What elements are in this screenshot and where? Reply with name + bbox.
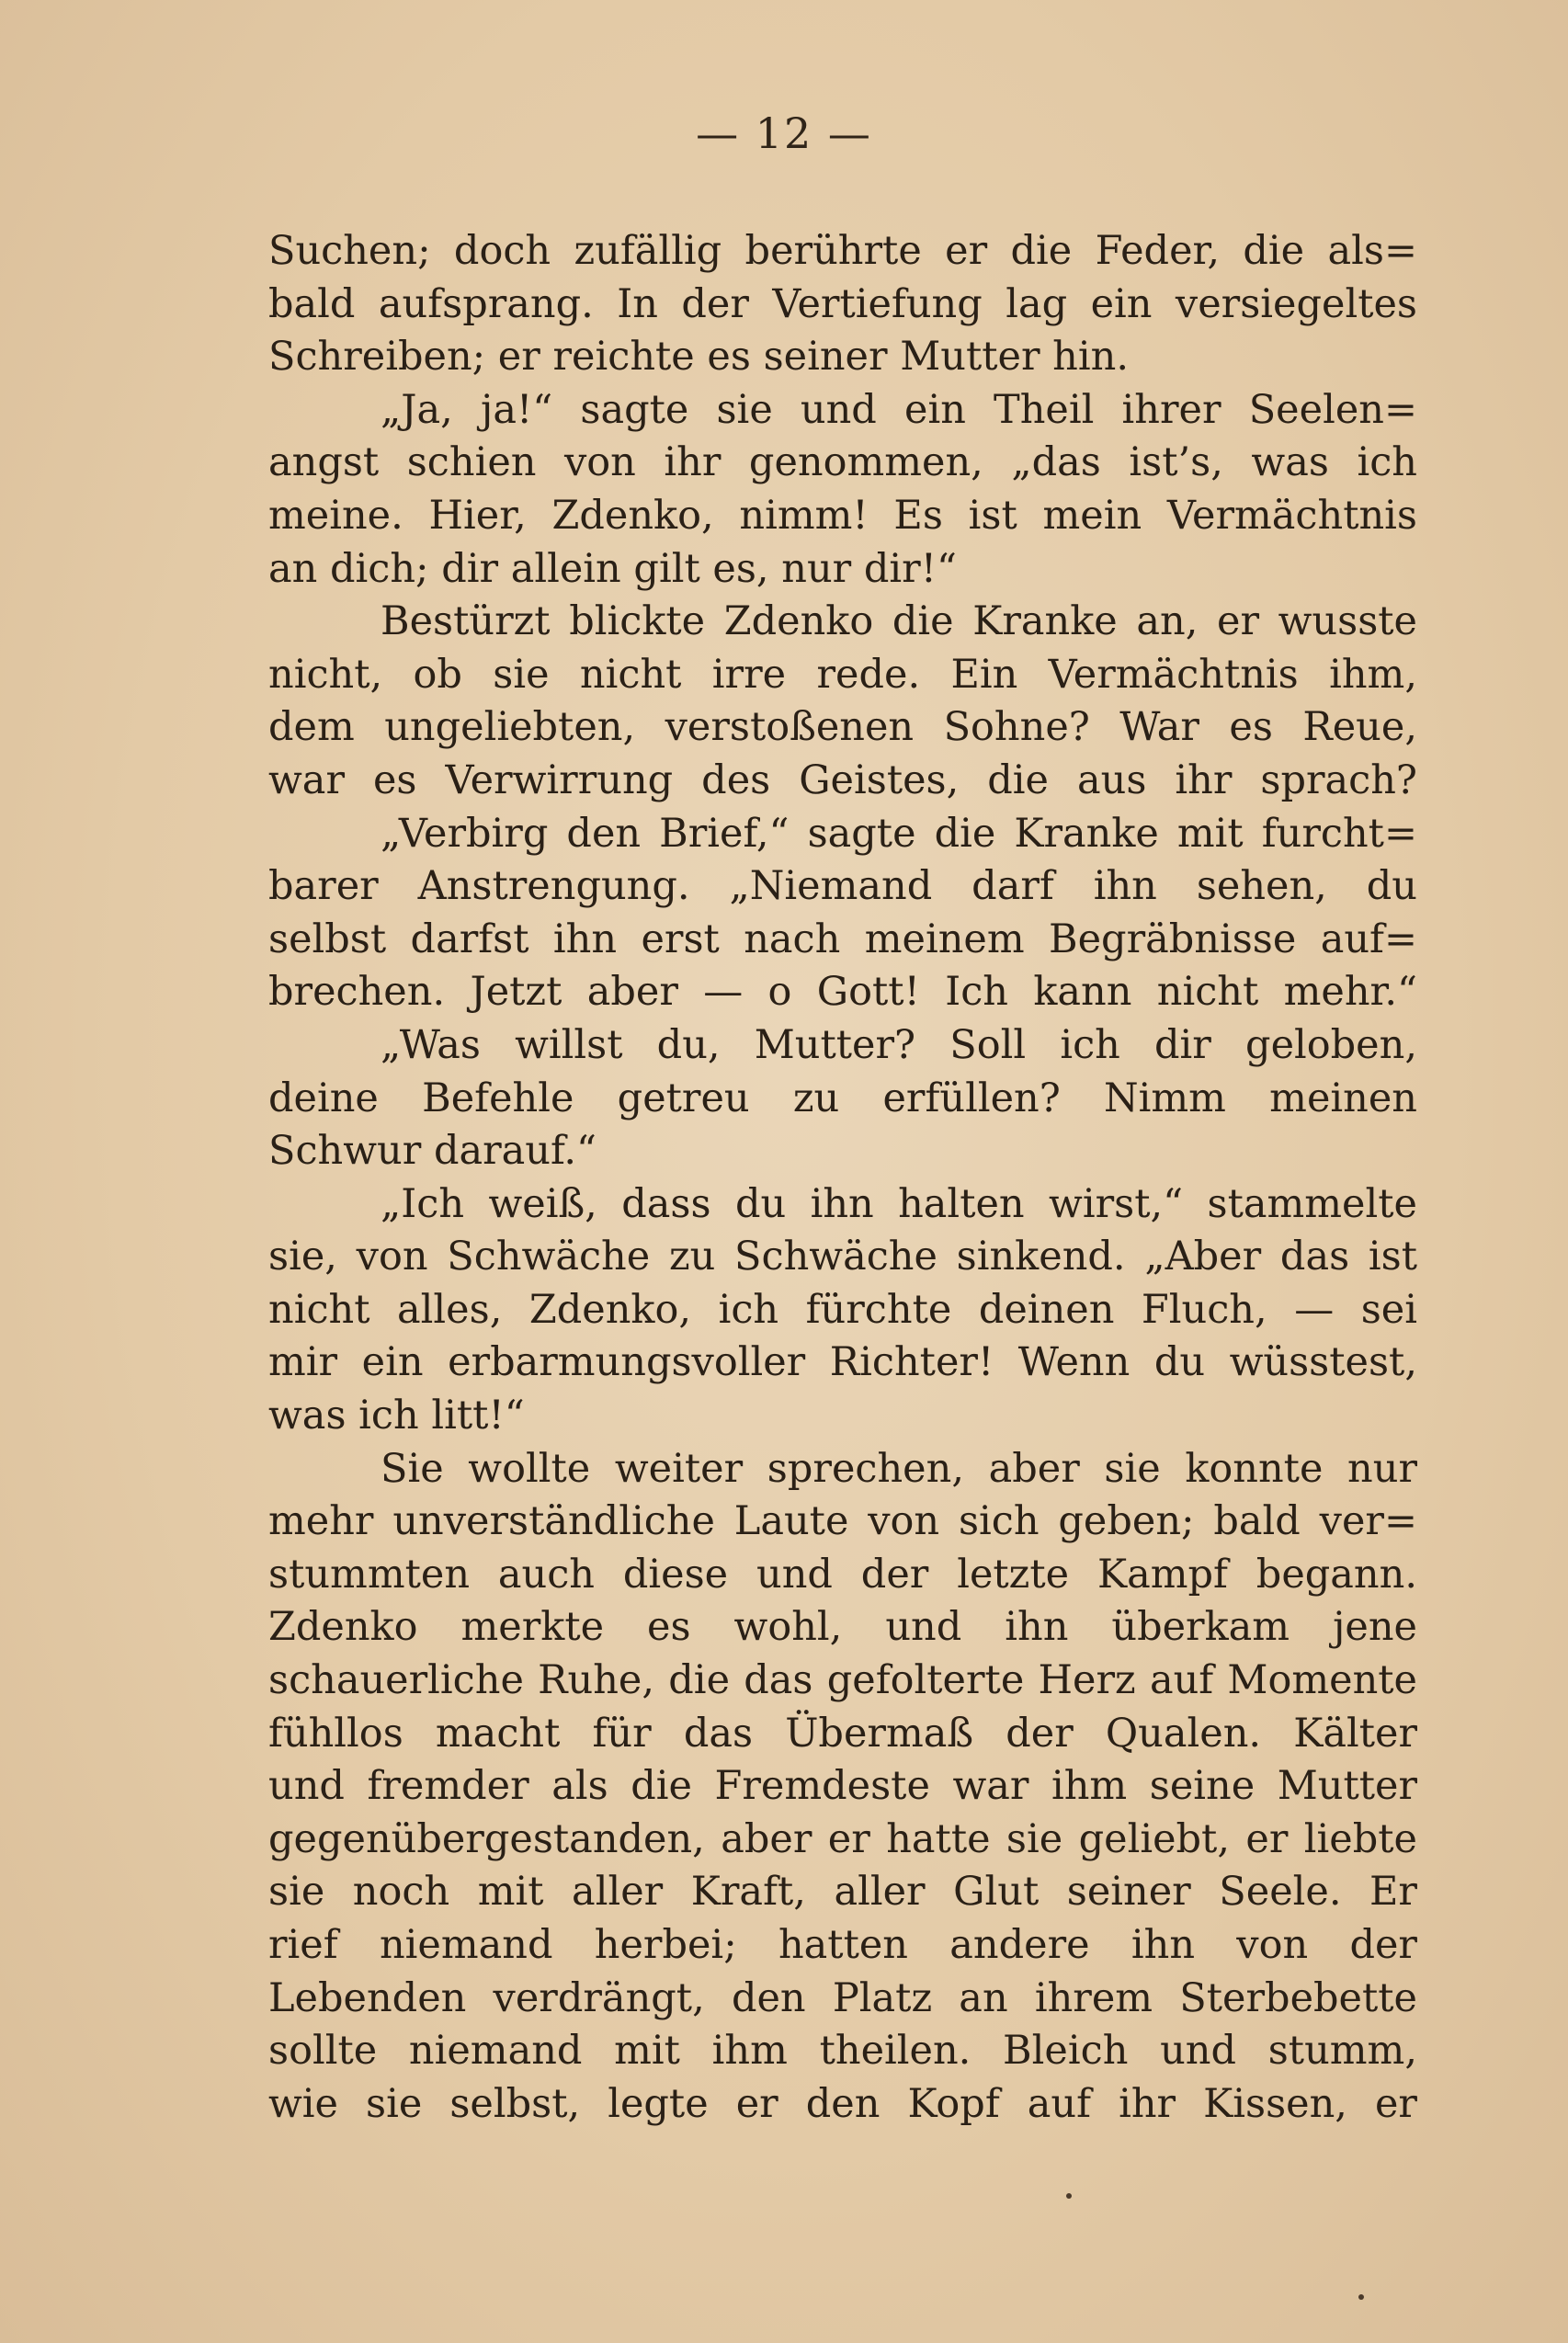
text-line: wie sie selbst, legte er den Kopf auf ihr Kissen, er	[268, 2080, 1417, 2127]
text-line: barer Anstrengung. „Niemand darf ihn sehen, du	[268, 863, 1417, 910]
text-line: deine Befehle getreu zu erfüllen? Nimm meinen	[268, 1075, 1417, 1121]
text-line: selbst darfst ihn erst nach meinem Begräbnisse auf=	[268, 916, 1417, 962]
text-line: „Ich weiß, dass du ihn halten wirst,“ stammelte	[381, 1180, 1417, 1227]
body-text	[268, 225, 1417, 2131]
text-line: mehr unverständliche Laute von sich geben; bald ver=	[268, 1498, 1417, 1545]
text-line: was ich litt!“	[268, 1393, 525, 1439]
text-line: nicht alles, Zdenko, ich fürchte deinen Fluch, — sei	[268, 1286, 1417, 1333]
text-line: Sie wollte weiter sprechen, aber sie konnte nur	[381, 1445, 1417, 1492]
text-line: mir ein erbarmungsvoller Richter! Wenn du wüsstest,	[268, 1339, 1417, 1386]
text-line: und fremder als die Fremdeste war ihm seine Mutter	[268, 1763, 1417, 1810]
text-line: „Was willst du, Mutter? Soll ich dir geloben,	[381, 1021, 1417, 1068]
text-line: an dich; dir allein gilt es, nur dir!“	[268, 545, 957, 592]
text-line: gegenübergestanden, aber er hatte sie geliebt, er liebte	[268, 1815, 1417, 1862]
text-line: stummten auch diese und der letzte Kampf begann.	[268, 1551, 1417, 1598]
text-line: war es Verwirrung des Geistes, die aus ihr sprach?	[268, 756, 1417, 803]
text-line: Schreiben; er reichte es seiner Mutter hin.	[268, 334, 1129, 381]
text-line: schauerliche Ruhe, die das gefolterte Herz auf Momente	[268, 1657, 1417, 1704]
text-line: dem ungeliebten, verstoßenen Sohne? War es Reue,	[268, 704, 1417, 751]
text-line: Zdenko merkte es wohl, und ihn überkam jene	[268, 1604, 1417, 1651]
text-line: sollte niemand mit ihm theilen. Bleich und stumm,	[268, 2028, 1417, 2075]
text-line: bald aufsprang. In der Vertiefung lag ein versiegeltes	[268, 280, 1417, 327]
text-line: rief niemand herbei; hatten andere ihn von der	[268, 1922, 1417, 1968]
page-number: — 12 —	[696, 108, 872, 158]
text-line: Suchen; doch zufällig berührte er die Feder, die als=	[268, 228, 1417, 274]
paper-speck	[1066, 2193, 1072, 2199]
text-line: „Ja, ja!“ sagte sie und ein Theil ihrer Seelen=	[381, 386, 1417, 433]
text-line: Schwur darauf.“	[268, 1128, 597, 1175]
text-line: meine. Hier, Zdenko, nimm! Es ist mein Vermächtnis	[268, 492, 1417, 539]
text-line: „Verbirg den Brief,“ sagte die Kranke mit furcht=	[381, 810, 1417, 857]
text-line: fühllos macht für das Übermaß der Qualen. Kälter	[268, 1710, 1417, 1757]
text-line: brechen. Jetzt aber — o Gott! Ich kann nicht mehr.“	[268, 969, 1417, 1016]
text-line: sie, von Schwäche zu Schwäche sinkend. „Aber das ist	[268, 1234, 1417, 1280]
text-line: Lebenden verdrängt, den Platz an ihrem Sterbebette	[268, 1974, 1417, 2021]
text-line: angst schien von ihr genommen, „das ist’s, was ich	[268, 439, 1417, 486]
text-line: Bestürzt blickte Zdenko die Kranke an, er wusste	[381, 598, 1417, 645]
text-line: sie noch mit aller Kraft, aller Glut seiner Seele. Er	[268, 1869, 1417, 1916]
paper-speck	[1358, 2294, 1364, 2300]
text-line: nicht, ob sie nicht irre rede. Ein Vermächtnis ihm,	[268, 651, 1417, 698]
